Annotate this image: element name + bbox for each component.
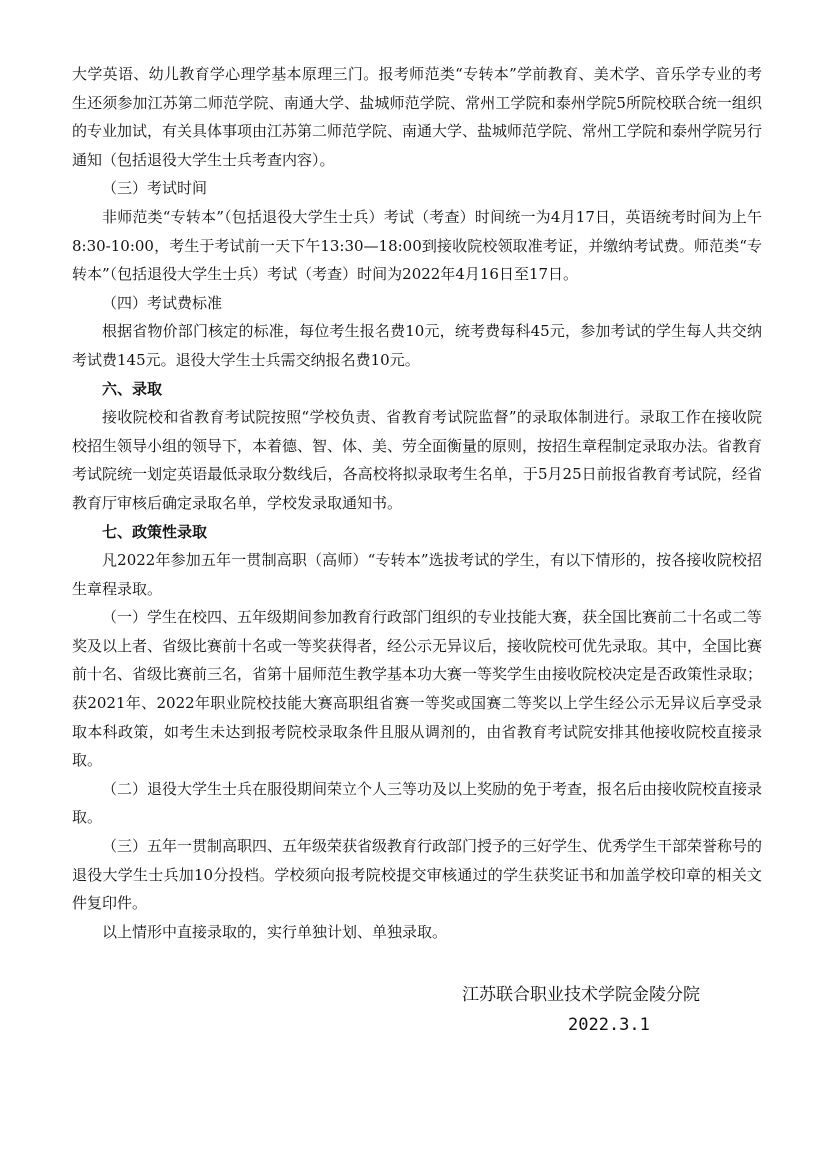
paragraph-exam-subjects: 大学英语、幼儿教育学心理学基本原理三门。报考师范类“专转本”学前教育、美术学、音乐学专业的考生还须参加江苏第二师范学院、南通大学、盐城师范学院、常州工学院和泰州学院5所院校联合统一组织的专业加试，有关具体事项由江苏第二师范学院、南通大学、盐城师范学院、常州工学院和泰州学院另行通知（包括退役大学生士兵考查内容）。 xyxy=(72,65,763,169)
section-heading-admission: 六、录取 xyxy=(102,379,163,398)
paragraph-exam-time: 非师范类“专转本”（包括退役大学生士兵）考试（考查）时间统一为4月17日，英语统考时间为上午8:30-10:00，考生于考试前一天下午13:30—18:00到接收院校领取准考证，并缴纳考试费。师范类“专转本”（包括退役大学生士兵）考试（考查）时间为2022年4月16日至17日。 xyxy=(72,207,762,284)
subheading-exam-fee: （四）考试费标准 xyxy=(102,293,223,312)
paragraph-policy-item-1: （一）学生在校四、五年级期间参加教育行政部门组织的专业技能大赛，获全国比赛前二十名或二等奖及以上者、省级比赛前十名或一等奖获得者，经公示无异议后，接收院校可优先录取。其中，全国比赛前十名、省级比赛前三名，省第十届师范生教学基本功大赛一等奖学生由接收院校决定是否政策性录取；获2021年、2022年职业院校技能大赛高职组省赛一等奖或国赛二等奖以上学生经公示无异议后享受录取本科政策，如考生未达到报考院校录取条件且服从调剂的，由省教育考试院安排其他接收院校直接录取。 xyxy=(72,608,763,770)
paragraph-admission: 接收院校和省教育考试院按照“学校负责、省教育考试院监督”的录取体制进行。录取工作在接收院校招生领导小组的领导下，本着德、智、体、美、劳全面衡量的原则，按招生章程制定录取办法。省教育考试院统一划定英语最低录取分数线后，各高校将拟录取考生名单，于5月25日前报省教育考试院，经省教育厅审核后确定录取名单，学校发录取通知书。 xyxy=(72,408,763,512)
paragraph-policy-item-3: （三）五年一贯制高职四、五年级荣获省级教育行政部门授予的三好学生、优秀学生干部荣誉称号的退役大学生士兵加10分投档。学校须向报考院校提交审核通过的学生获奖证书和加盖学校印章的相关文件复印件。 xyxy=(72,837,763,913)
signature-institution: 江苏联合职业技术学院金陵分院 xyxy=(462,985,700,1005)
paragraph-policy-item-2: （二）退役大学生士兵在服役期间荣立个人三等功及以上奖励的免于考查，报名后由接收院校直接录取。 xyxy=(72,779,763,827)
signature-date: 2022.3.1 xyxy=(568,1015,650,1035)
document-body xyxy=(72,60,762,946)
paragraph-policy-closing: 以上情形中直接录取的，实行单独计划、单独录取。 xyxy=(102,922,448,941)
signature-block xyxy=(462,980,762,1040)
subheading-exam-time: （三）考试时间 xyxy=(102,179,208,198)
paragraph-policy-intro: 凡2022年参加五年一贯制高职（高师）“专转本”选拔考试的学生，有以下情形的，按各接收院校招生章程录取。 xyxy=(72,551,762,598)
section-heading-policy-admission: 七、政策性录取 xyxy=(102,522,208,541)
paragraph-exam-fee: 根据省物价部门核定的标准，每位考生报名费10元，统考费每科45元，参加考试的学生每人共交纳考试费145元。退役大学生士兵需交纳报名费10元。 xyxy=(72,322,762,369)
